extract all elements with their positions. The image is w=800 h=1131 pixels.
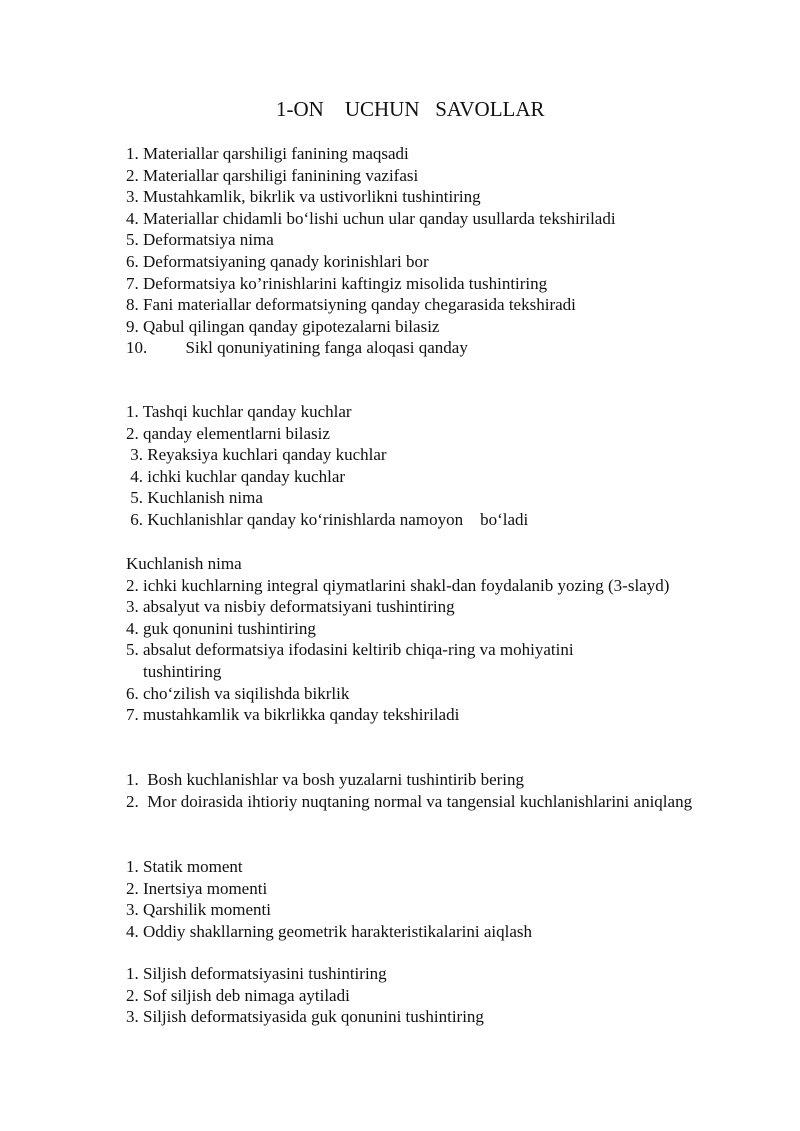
list-item: 2. Inertsiya momenti <box>126 878 268 898</box>
list-item: 3. Mustahkamlik, bikrlik va ustivorlikni tushintiring <box>126 187 481 207</box>
list-item <box>126 596 691 618</box>
list-item: 6. Deformatsiyaning qanady korinishlari bor <box>126 251 429 271</box>
list-item <box>126 704 691 726</box>
item-text: mustahkamlik va bikrlikka qanday tekshiriladi <box>143 705 460 725</box>
item-number: 4. <box>126 618 143 638</box>
item-number: 3. <box>126 597 143 617</box>
list-item <box>126 683 691 705</box>
list-item <box>126 639 631 682</box>
item-text: Mor doirasida ihtioriy nuqtaning normal va tangensial kuchlanishlarini aniqlang <box>147 791 693 811</box>
list-item: 10. Sikl qonuniyatining fanga aloqasi qanday <box>126 338 468 358</box>
item-number: 7. <box>126 705 143 725</box>
item-text: choʻzilish va siqilishda bikrlik <box>143 683 350 703</box>
question-list-6 <box>126 963 726 1028</box>
item-text: absalyut va nisbiy deformatsiyani tushintiring <box>143 597 455 617</box>
list-item: 4. Materiallar chidamli boʻlishi uchun ular qanday usullarda tekshiriladi <box>126 208 616 228</box>
item-text: guk qonunini tushintiring <box>143 618 316 638</box>
item-text: Bosh kuchlanishlar va bosh yuzalarni tushintirib bering <box>147 770 525 789</box>
question-list-5 <box>126 856 726 942</box>
question-list-1 <box>126 143 726 359</box>
list-item: 3. Siljish deformatsiyasida guk qonunini tushintiring <box>126 1007 484 1027</box>
item-text: ichki kuchlarning integral qiymatlarini shakl-dan foydalanib yozing (3-slayd) <box>143 575 670 595</box>
list-item: 3. Reyaksiya kuchlari qanday kuchlar <box>126 445 387 465</box>
list-item <box>126 791 696 813</box>
list-item: 5. Kuchlanish nima <box>126 488 263 508</box>
list-item: 1. Statik moment <box>126 857 243 876</box>
question-list-2 <box>126 401 726 531</box>
question-list-3 <box>126 553 691 726</box>
list-item: 2. Sof siljish deb nimaga aytiladi <box>126 985 350 1005</box>
list-item <box>126 575 691 597</box>
list-item: 8. Fani materiallar deformatsiyning qanday chegarasida tekshiradi <box>126 295 576 315</box>
section-heading: Kuchlanish nima <box>126 554 242 573</box>
page-title: 1-ON UCHUN SAVOLLAR <box>276 97 545 121</box>
list-item: 4. Oddiy shakllarning geometrik harakteristikalarini aiqlash <box>126 921 532 941</box>
list-item: 9. Qabul qilingan qanday gipotezalarni bilasiz <box>126 316 440 336</box>
list-item: 2. qanday elementlarni bilasiz <box>126 423 330 443</box>
list-item: 1. Siljish deformatsiyasini tushintiring <box>126 964 387 983</box>
item-number: 2. <box>126 791 148 811</box>
list-item: 5. Deformatsiya nima <box>126 230 274 250</box>
list-item: 1. Materiallar qarshiligi fanining maqsadi <box>126 144 409 163</box>
list-item <box>126 618 691 640</box>
item-number: 2. <box>126 575 143 595</box>
item-number: 5. <box>126 640 143 660</box>
list-item <box>126 769 696 791</box>
item-number: 1. <box>126 770 148 789</box>
list-item: 6. Kuchlanishlar qanday koʻrinishlarda namoyon boʻladi <box>126 509 529 529</box>
list-item: 3. Qarshilik momenti <box>126 900 271 920</box>
item-number: 6. <box>126 683 143 703</box>
list-item: 1. Tashqi kuchlar qanday kuchlar <box>126 402 352 421</box>
question-list-4 <box>126 769 696 812</box>
item-text: absalut deformatsiya ifodasini keltirib chiqa-ring va mohiyatini tushintiring <box>143 640 574 681</box>
list-item: 2. Materiallar qarshiligi faninining vazifasi <box>126 165 419 185</box>
list-item: 4. ichki kuchlar qanday kuchlar <box>126 466 346 486</box>
list-item: 7. Deformatsiya ko’rinishlarini kaftingiz misolida tushintiring <box>126 273 548 293</box>
